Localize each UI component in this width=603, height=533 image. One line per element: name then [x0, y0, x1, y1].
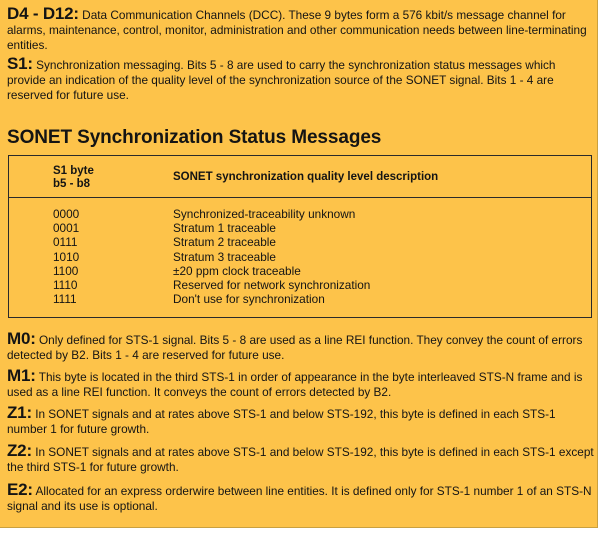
row-code: 1110	[53, 277, 78, 292]
d4-d12-paragraph	[7, 6, 597, 53]
d4-d12-text: Data Communication Channels (DCC). These 9 bytes form a 576 kbit/s message channel for alarms, maintenance, control, monitor, administration and other communication needs between line-terminating entities.	[7, 8, 587, 52]
header-description: SONET synchronization quality level description	[173, 171, 439, 183]
header-s1-byte	[53, 165, 94, 191]
m0-text: Only defined for STS-1 signal. Bits 5 - 8 are used as a line REI function. They convey the count of errors detected by B2. Bits 1 - 4 are reserved for future use.	[7, 333, 583, 362]
m1-paragraph	[7, 368, 597, 400]
table-row	[9, 235, 591, 249]
z1-term: Z1:	[7, 403, 32, 422]
s1-text: Synchronization messaging. Bits 5 - 8 are used to carry the synchronization status messages which provide an indication of the quality level of the synchronization source of the SONET signal. Bits 1 - 4 are reserved for future use.	[7, 58, 556, 102]
table-row	[9, 264, 591, 278]
row-code: 0001	[53, 221, 80, 236]
d4-d12-term: D4 - D12:	[7, 4, 79, 23]
s1-paragraph	[7, 56, 597, 103]
row-description: Stratum 1 traceable	[173, 221, 276, 236]
z2-text: In SONET signals and at rates above STS-1 and below STS-192, this byte is defined in each STS-1 except the third STS-1 for future growth.	[7, 445, 594, 474]
header-s1-byte-line1: S1 byte	[53, 165, 94, 177]
z1-paragraph	[7, 405, 597, 437]
e2-term: E2:	[7, 480, 33, 499]
table-row	[9, 221, 591, 235]
section-title: SONET Synchronization Status Messages	[7, 127, 382, 148]
row-code: 1010	[53, 249, 80, 264]
z1-text: In SONET signals and at rates above STS-1 and below STS-192, this byte is defined in each STS-1 number 1 for future growth.	[7, 407, 556, 436]
header-divider	[9, 197, 591, 198]
row-description: Stratum 3 traceable	[173, 249, 276, 264]
row-description: Synchronized-traceability unknown	[173, 207, 356, 221]
z2-term: Z2:	[7, 441, 32, 460]
e2-text: Allocated for an express orderwire between line entities. It is defined only for STS-1 number 1 of an STS-N signal and its use is optional.	[7, 484, 592, 513]
sync-status-table	[8, 155, 592, 318]
table-row	[9, 292, 591, 306]
header-s1-byte-line2: b5 - b8	[53, 178, 91, 190]
row-description: Don't use for synchronization	[173, 292, 325, 307]
table-body	[9, 207, 591, 306]
row-description: Reserved for network synchronization	[173, 277, 371, 292]
row-description: Stratum 2 traceable	[173, 235, 276, 250]
e2-paragraph	[7, 482, 597, 514]
m1-text: This byte is located in the third STS-1 in order of appearance in the byte interleaved STS-N frame and is used as a line REI function. It conveys the count of errors detected by B2.	[7, 370, 583, 399]
row-code: 1100	[53, 263, 79, 278]
table-row	[9, 207, 591, 221]
row-code: 0111	[53, 235, 78, 250]
row-code: 0000	[53, 207, 80, 221]
m1-term: M1:	[7, 366, 36, 385]
m0-paragraph	[7, 331, 597, 363]
table-row	[9, 278, 591, 292]
row-code: 1111	[53, 292, 77, 307]
z2-paragraph	[7, 443, 597, 475]
m0-term: M0:	[7, 329, 36, 348]
s1-term: S1:	[7, 54, 33, 73]
table-row	[9, 250, 591, 264]
row-description: ±20 ppm clock traceable	[173, 263, 301, 278]
